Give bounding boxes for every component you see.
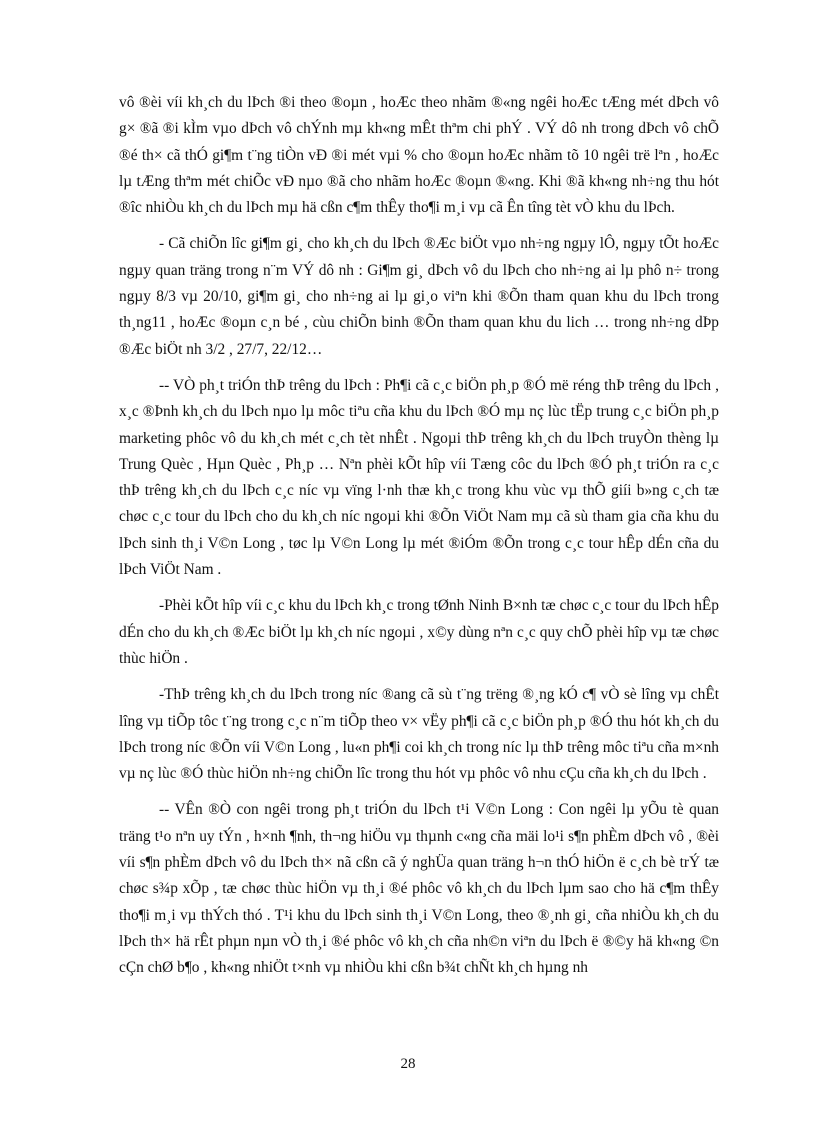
page-number: 28 (400, 1056, 416, 1072)
paragraph-market-development: -- VÒ ph¸t triÓn thÞ trêng du lÞch : Ph¶i cã c¸c biÖn ph¸p ®Ó më réng thÞ trêng du lÞch , x¸c ®Þnh kh¸ch du lÞch nµo lµ môc tiªu cña khu du lÞch ®Ó mµ nç lùc tËp trung c¸c biÖn ph¸p marketing phôc vô du kh¸ch mét c¸ch tèt nhÊt . Ngoµi thÞ trêng kh¸ch du lÞch truyÒn thèng lµ Trung Quèc , Hµn Quèc , Ph¸p … Nªn phèi kÕt hîp víi Tæng côc du lÞch ®Ó ph¸t triÓn ra c¸c thÞ trêng kh¸ch du lÞch c¸c níc vµ vïng l·nh thæ kh¸c trong khu vùc vµ thÕ giíi b»ng c¸ch tæ chøc c¸c tour du lÞch cho du kh¸ch níc ngoµi khi ®Õn ViÖt Nam mµ cã sù tham gia cña khu du lÞch sinh th¸i V©n Long , tøc lµ V©n Long lµ mét ®iÓm ®Õn trong c¸c tour hÊp dÉn cña du lÞch ViÖt Nam . (119, 376, 719, 579)
paragraph-coordination: -Phèi kÕt hîp víi c¸c khu du lÞch kh¸c trong tØnh Ninh B×nh tæ chøc c¸c tour du lÞch hÊp dÉn cho du kh¸ch ®Æc biÖt lµ kh¸ch níc ngoµi , x©y dùng nªn c¸c quy chÕ phèi hîp vµ tæ chøc thùc hiÖn . (119, 597, 719, 667)
paragraph-discount-groups: vô ®èi víi kh¸ch du lÞch ®i theo ®oµn , hoÆc theo nhãm ®«ng ngêi hoÆc tÆng mét dÞch vô g× ®ã ®i kÌm vµo dÞch vô chÝnh mµ kh«ng mÊt thªm chi phÝ . VÝ dô nh trong dÞch vô chÕ ®é th× cã thÓ gi¶m t¨ng tiÒn vÐ ®i mét vµi % cho ®oµn hoÆc nhãm tõ 10 ngêi trë lªn , hoÆc lµ tÆng thªm mét chiÕc vÐ nµo ®ã cho nhãm hoÆc ®oµn ®«ng. Khi ®ã kh«ng nh÷ng thu hót ®îc nhiÒu kh¸ch du lÞch mµ hä cßn c¶m thÊy tho¶i m¸i vµ cã Ên tîng tèt vÒ khu du lÞch. (119, 94, 719, 217)
paragraph-human-factor: -- VÊn ®Ò con ngêi trong ph¸t triÓn du lÞch t¹i V©n Long : Con ngêi lµ yÕu tè quan träng t¹o nªn uy tÝn , h×nh ¶nh, th¬ng hiÖu vµ thµnh c«ng cña mäi lo¹i s¶n phÈm dÞch vô , ®èi víi s¶n phÈm dÞch vô du lÞch th× nã cßn cã ý nghÜa quan träng h¬n thÓ hiÖn ë c¸ch bè trÝ tæ chøc s¾p xÕp , tæ chøc thùc hiÖn vµ th¸i ®é phôc vô kh¸ch du lÞch lµm sao cho hä c¶m thÊy tho¶i m¸i vµ thÝch thó . T¹i khu du lÞch sinh th¸i V©n Long, theo ®¸nh gi¸ cña nhiÒu kh¸ch du lÞch th× hä rÊt phµn nµn vÒ th¸i ®é phôc vô kh¸ch cña nh©n viªn du lÞch ë ®©y hä kh«ng ©n cÇn chØ b¶o , kh«ng nhiÖt t×nh vµ nhiÒu khi cßn b¾t chÑt kh¸ch hµng nh (119, 801, 719, 977)
paragraph-domestic-market: -ThÞ trêng kh¸ch du lÞch trong níc ®ang cã sù t¨ng trëng ®¸ng kÓ c¶ vÒ sè lîng vµ chÊt lîng vµ tiÕp tôc t¨ng trong c¸c n¨m tiÕp theo v× vËy ph¶i cã c¸c biÖn ph¸p ®Ó thu hót kh¸ch du lÞch trong níc ®Õn víi V©n Long , lu«n ph¶i coi kh¸ch trong níc lµ thÞ trêng môc tiªu cña m×nh vµ nç lùc ®Ó thùc hiÖn nh÷ng chiÕn lîc trong thu hót vµ phôc vô nhu cÇu cña kh¸ch du lÞch . (119, 686, 719, 783)
paragraph-holiday-discounts: - Cã chiÕn lîc gi¶m gi¸ cho kh¸ch du lÞch ®Æc biÖt vµo nh÷ng ngµy lÔ, ngµy tÕt hoÆc ngµy quan träng trong n¨m VÝ dô nh : Gi¶m gi¸ dÞch vô du lÞch cho nh÷ng ai lµ phô n÷ trong ngµy 8/3 vµ 20/10, gi¶m gi¸ cho nh÷ng ai lµ gi¸o viªn khi ®Õn tham quan khu du lÞch trong th¸ng11 , hoÆc ®oµn c¸n bé , cùu chiÕn binh ®Õn tham quan khu du lich … trong nh÷ng dÞp ®Æc biÖt nh 3/2 , 27/7, 22/12… (119, 235, 719, 358)
page-body (119, 90, 719, 992)
